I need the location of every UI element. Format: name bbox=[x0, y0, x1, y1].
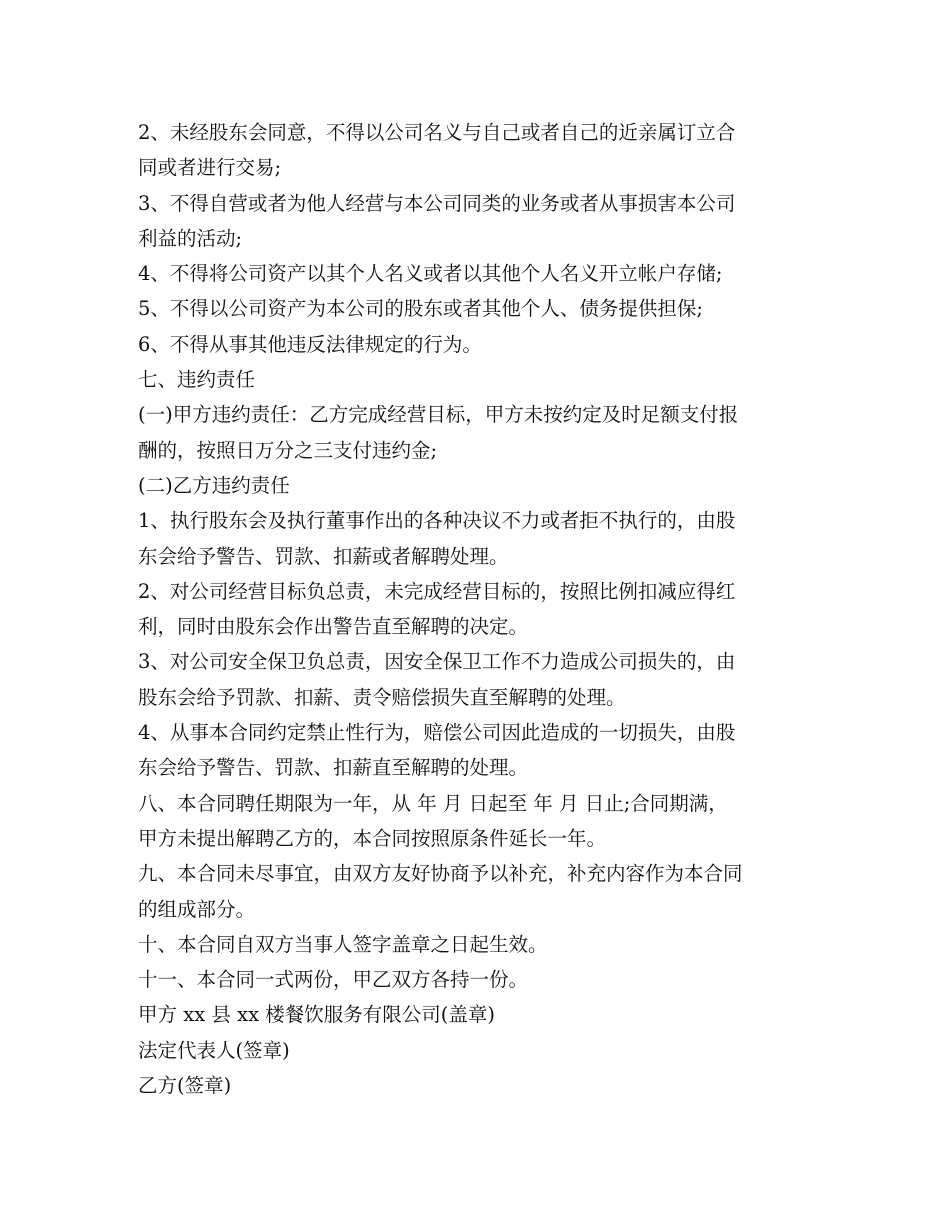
document-body bbox=[138, 115, 828, 1103]
text-line: 十、本合同自双方当事人签字盖章之日起生效。 bbox=[138, 932, 548, 956]
text-line: 利益的活动; bbox=[138, 226, 243, 250]
text-line: 甲方未提出解聘乙方的，本合同按照原条件延长一年。 bbox=[138, 826, 607, 850]
text-line: 3、不得自营或者为他人经营与本公司同类的业务或者从事损害本公司 bbox=[138, 191, 736, 215]
text-line: 4、不得将公司资产以其个人名义或者以其他个人名义开立帐户存储; bbox=[138, 262, 723, 286]
text-line: (一)甲方违约责任：乙方完成经营目标，甲方未按约定及时足额支付报 bbox=[138, 403, 739, 427]
text-line: 1、执行股东会及执行董事作出的各种决议不力或者拒不执行的，由股 bbox=[138, 509, 736, 533]
text-line: 九、本合同未尽事宜，由双方友好协商予以补充，补充内容作为本合同 bbox=[138, 862, 743, 886]
text-line: 6、不得从事其他违反法律规定的行为。 bbox=[138, 332, 482, 356]
text-line: 5、不得以公司资产为本公司的股东或者其他个人、债务提供担保; bbox=[138, 297, 703, 321]
text-line: 的组成部分。 bbox=[138, 897, 256, 921]
text-line: 4、从事本合同约定禁止性行为，赔偿公司因此造成的一切损失，由股 bbox=[138, 721, 736, 745]
text-line: 十一、本合同一式两份，甲乙双方各持一份。 bbox=[138, 968, 529, 992]
text-line: 3、对公司安全保卫负总责，因安全保卫工作不力造成公司损失的，由 bbox=[138, 650, 736, 674]
text-line: 2、对公司经营目标负总责，未完成经营目标的，按照比例扣减应得红 bbox=[138, 579, 736, 603]
text-line: 酬的，按照日万分之三支付违约金; bbox=[138, 438, 438, 462]
subsection-heading: (二)乙方违约责任 bbox=[138, 473, 290, 497]
signature-party-b: 乙方(签章) bbox=[138, 1074, 232, 1098]
text-line: 2、未经股东会同意，不得以公司名义与自己或者自己的近亲属订立合 bbox=[138, 121, 736, 144]
section-heading: 七、违约责任 bbox=[138, 368, 256, 392]
signature-party-a: 甲方 xx 县 xx 楼餐饮服务有限公司(盖章) bbox=[138, 1003, 495, 1027]
text-line: 同或者进行交易; bbox=[138, 156, 282, 180]
text-line: 东会给予警告、罚款、扣薪或者解聘处理。 bbox=[138, 544, 509, 568]
signature-legal-representative: 法定代表人(签章) bbox=[138, 1038, 290, 1062]
text-line: 东会给予警告、罚款、扣薪直至解聘的处理。 bbox=[138, 756, 529, 780]
text-line: 利，同时由股东会作出警告直至解聘的决定。 bbox=[138, 615, 529, 639]
text-line: 股东会给予罚款、扣薪、责令赔偿损失直至解聘的处理。 bbox=[138, 685, 626, 709]
text-line: 八、本合同聘任期限为一年，从 年 月 日起至 年 月 日止;合同期满， bbox=[138, 791, 728, 815]
